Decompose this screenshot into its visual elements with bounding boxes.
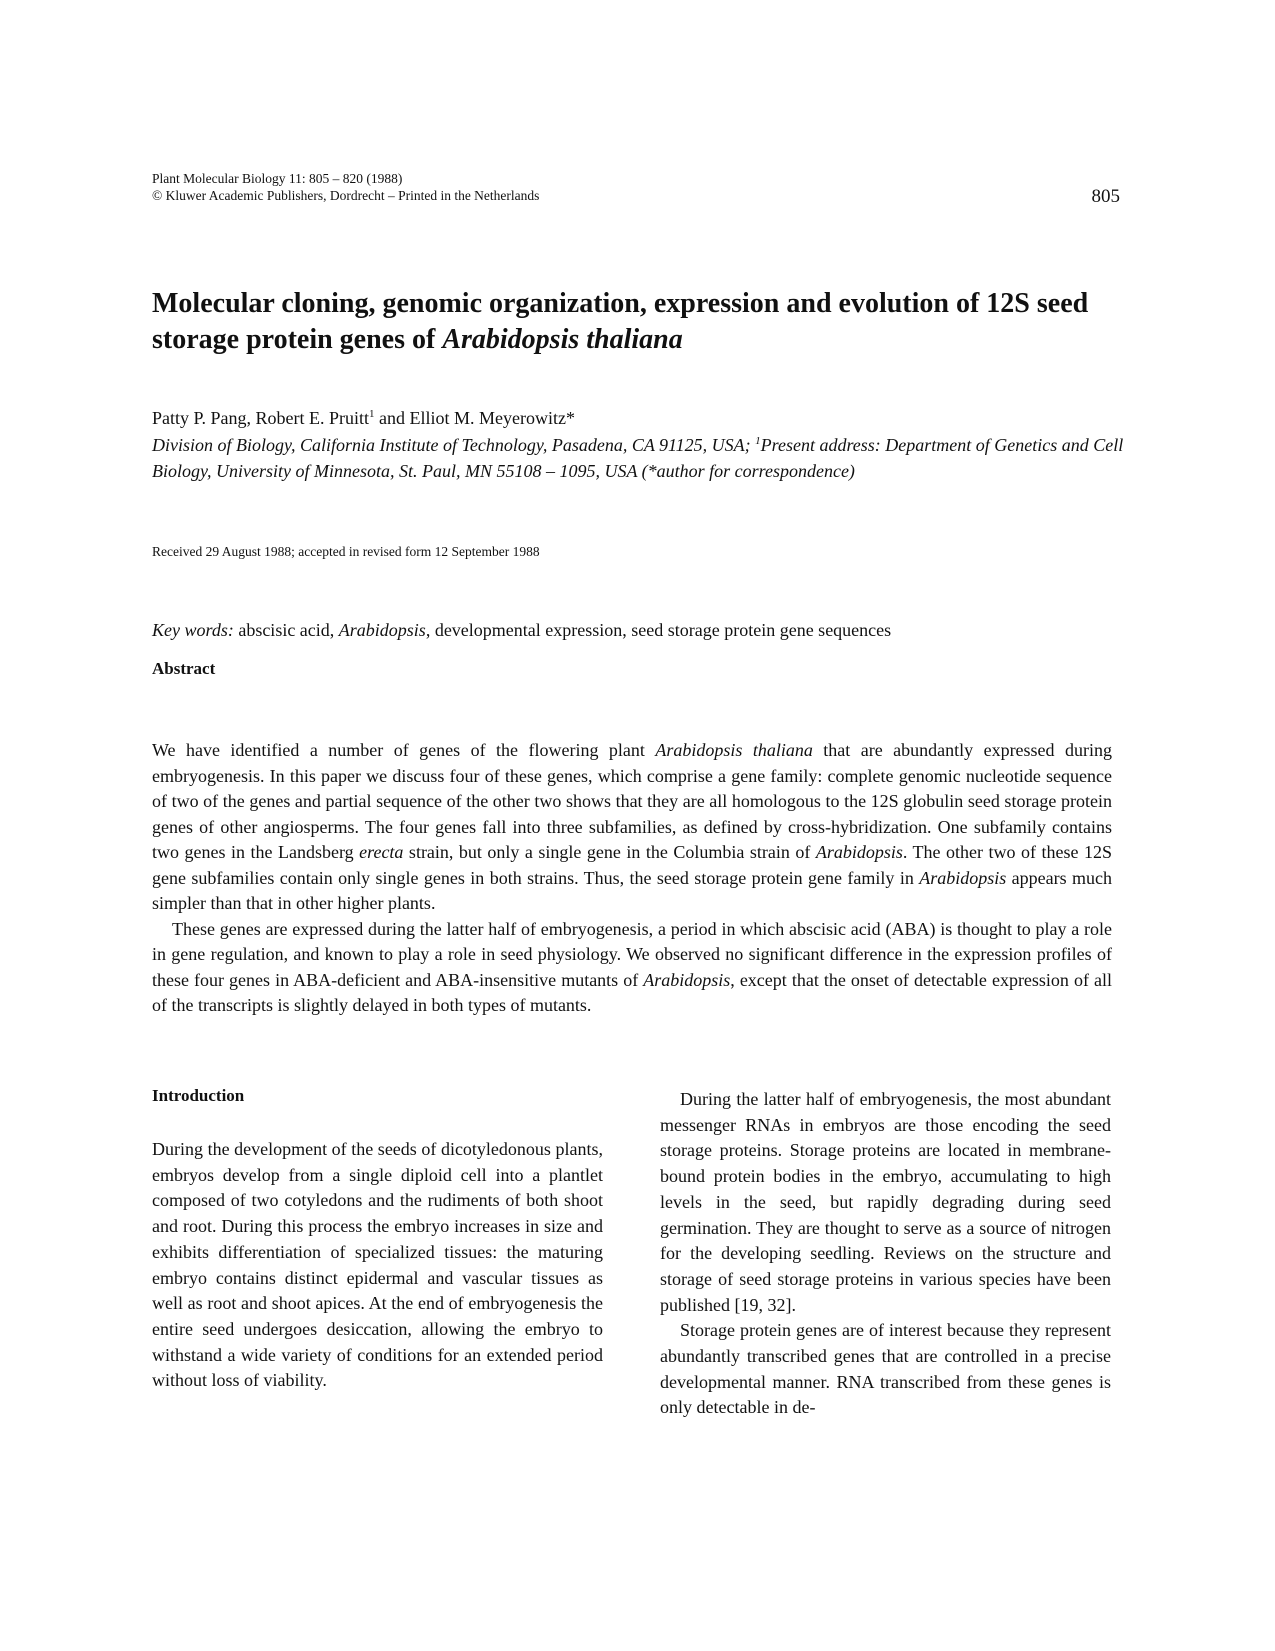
title-main: Molecular cloning, genomic organization, expression and evolution of 12S seed storage protein genes of bbox=[152, 288, 1089, 355]
intro-paragraph-3: Storage protein genes are of interest because they represent abundantly transcribed genes that are controlled in a precise developmental manner. RNA transcribed from these genes is only detectable in de- bbox=[660, 1320, 1111, 1418]
title-species: Arabidopsis thaliana bbox=[442, 324, 683, 355]
abstract-p1-italic-1: Arabidopsis thaliana bbox=[655, 740, 813, 760]
authors-first: Patty P. Pang, Robert E. Pruitt bbox=[152, 408, 370, 428]
abstract-heading: Abstract bbox=[152, 659, 216, 678]
affiliation bbox=[152, 432, 1142, 484]
abstract-p1-italic-2: erecta bbox=[359, 842, 404, 862]
article-title bbox=[152, 286, 1132, 358]
affiliation-primary: Division of Biology, California Institute of Technology, Pasadena, CA 91125, USA; bbox=[152, 435, 756, 455]
received-dates: Received 29 August 1988; accepted in revised form 12 September 1988 bbox=[152, 544, 540, 559]
keywords-text-2: , developmental expression, seed storage protein gene sequences bbox=[425, 620, 892, 640]
publisher-line: © Kluwer Academic Publishers, Dordrecht – Printed in the Netherlands bbox=[152, 188, 540, 203]
abstract-body bbox=[152, 738, 1112, 1019]
abstract-p1-text-a: We have identified a number of genes of the flowering plant bbox=[152, 740, 656, 760]
authors-last: and Elliot M. Meyerowitz* bbox=[374, 408, 575, 428]
abstract-paragraph-2 bbox=[152, 917, 1112, 1019]
abstract-p1-text-c: strain, but only a single gene in the Columbia strain of bbox=[403, 842, 816, 862]
keywords-text-1: abscisic acid, bbox=[233, 620, 339, 640]
intro-column-right bbox=[660, 1087, 1111, 1421]
journal-citation: Plant Molecular Biology 11: 805 – 820 (1988) bbox=[152, 171, 403, 186]
intro-paragraph-2: During the latter half of embryogenesis, the most abundant messenger RNAs in embryos are those encoding the seed storage proteins. Storage proteins are located in membrane-bound protein bodies in the embryo, accumulating to high levels in the seed, but rapidly degrading during seed germination. They are thought to serve as a source of nitrogen for the developing seedling. Reviews on the structure and storage of seed storage proteins in various species have been published [19, 32]. bbox=[660, 1089, 1111, 1315]
keywords bbox=[152, 620, 1132, 641]
abstract-p2-italic-1: Arabidopsis bbox=[643, 969, 731, 990]
abstract-p2-text-b: , except that the onset of detectable expression of all of the transcripts is slightly delayed in both types of mutants. bbox=[152, 969, 1112, 1015]
intro-paragraph-1: During the development of the seeds of dicotyledonous plants, embryos develop from a single diploid cell into a plantlet composed of two cotyledons and the rudiments of both shoot and root. During this process the embryo increases in size and exhibits differentiation of specialized tissues: the maturing embryo contains distinct epidermal and vascular tissues as well as root and shoot apices. At the end of embryogenesis the entire seed undergoes desiccation, allowing the embryo to withstand a wide variety of conditions for an extended period without loss of viability. bbox=[152, 1139, 603, 1391]
abstract-p1-text-e: appears much simpler than that in other higher plants. bbox=[152, 867, 1112, 913]
author-footnote-mark: 1 bbox=[369, 408, 375, 420]
abstract-p1-italic-3: Arabidopsis bbox=[815, 842, 903, 862]
author-list bbox=[152, 406, 1132, 431]
abstract-p1-italic-4: Arabidopsis bbox=[919, 867, 1007, 888]
affiliation-footnote-mark: 1 bbox=[755, 435, 761, 447]
intro-column-left bbox=[152, 1137, 603, 1394]
abstract-paragraph-1 bbox=[152, 738, 1112, 917]
keywords-italic-1: Arabidopsis bbox=[338, 620, 426, 640]
keywords-label: Key words: bbox=[152, 620, 234, 640]
abstract-p1-text-d: . The other two of these 12S gene subfamilies contain only single genes in both strains. Thus, the seed storage protein gene family in bbox=[152, 842, 1112, 888]
abstract-p1-text-b: that are abundantly expressed during embryogenesis. In this paper we discuss four of these genes, which comprise a gene family: complete genomic nucleotide sequence of two of the genes and partial sequence of the other two shows that they are all homologous to the 12S globulin seed storage protein genes of other angiosperms. The four genes fall into three subfamilies, as defined by cross-hybridization. One subfamily contains two genes in the Landsberg bbox=[152, 740, 1112, 862]
introduction-heading: Introduction bbox=[152, 1086, 245, 1105]
page-number: 805 bbox=[1091, 186, 1120, 207]
affiliation-secondary: Present address: Department of Genetics and Cell Biology, University of Minnesota, St. Paul, MN 55108 – 1095, USA (*author for correspondence) bbox=[152, 435, 1124, 481]
journal-header bbox=[152, 170, 539, 204]
abstract-p2-text-a: These genes are expressed during the latter half of embryogenesis, a period in which abscisic acid (ABA) is thought to play a role in gene regulation, and known to play a role in seed physiology. We observed no significant difference in the expression profiles of these four genes in ABA-deficient and ABA-insensitive mutants of bbox=[152, 918, 1112, 990]
